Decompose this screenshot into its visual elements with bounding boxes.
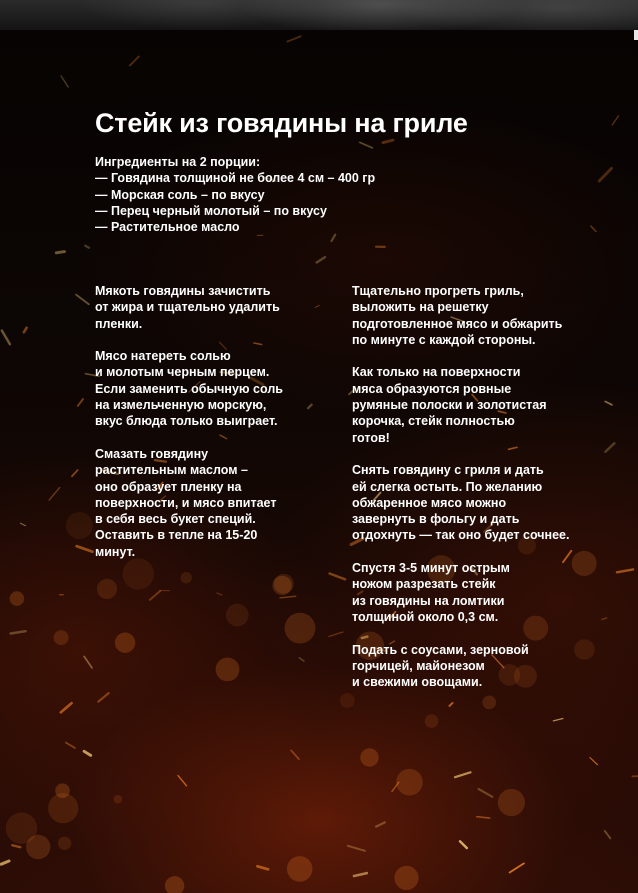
- step-paragraph: [95, 446, 325, 560]
- step-line: и молотым черным перцем.: [95, 365, 270, 380]
- step-line: от жира и тщательно удалить: [95, 300, 280, 315]
- step-line: Подать с соусами, зерновой: [352, 642, 529, 657]
- step-paragraph: [352, 364, 602, 445]
- step-line: поверхности, и мясо впитает: [95, 495, 277, 510]
- ingredient-item: — Перец черный молотый – по вкусу: [95, 203, 327, 218]
- step-line: Смазать говядину: [95, 446, 209, 461]
- step-line: в себя весь букет специй.: [95, 512, 256, 527]
- ingredient-item: — Растительное масло: [95, 220, 240, 235]
- step-line: мяса образуются ровные: [352, 381, 512, 396]
- step-line: толщиной около 0,3 см.: [352, 609, 499, 624]
- step-line: ножом разрезать стейк: [352, 577, 496, 592]
- step-line: Оставить в тепле на 15-20: [95, 528, 258, 543]
- step-line: Спустя 3-5 минут острым: [352, 561, 510, 576]
- ingredients-block: [95, 154, 515, 235]
- step-line: пленки.: [95, 316, 143, 331]
- ingredient-item: — Морская соль – по вкусу: [95, 187, 265, 202]
- ingredient-item: — Говядина толщиной не более 4 см – 400 гр: [95, 171, 376, 186]
- step-line: ей слегка остыть. По желанию: [352, 479, 543, 494]
- step-paragraph: [95, 348, 325, 429]
- step-line: румяные полоски и золотистая: [352, 398, 547, 413]
- ingredients-header: Ингредиенты на 2 порции:: [95, 155, 261, 169]
- step-line: Тщательно прогреть гриль,: [352, 284, 524, 298]
- recipe-title: Стейк из говядины на гриле: [95, 108, 468, 138]
- step-line: отдохнуть — так оно будет сочнее.: [352, 528, 570, 543]
- step-line: подготовленное мясо и обжарить: [352, 316, 563, 331]
- step-line: на измельченную морскую,: [95, 398, 267, 413]
- step-line: и свежими овощами.: [352, 675, 483, 690]
- step-line: растительным маслом –: [95, 463, 248, 478]
- step-line: готов!: [352, 430, 390, 445]
- step-line: Мякоть говядины зачистить: [95, 284, 271, 298]
- step-line: завернуть в фольгу и дать: [352, 512, 520, 527]
- step-line: Мясо натереть солью: [95, 349, 231, 364]
- step-line: горчицей, майонезом: [352, 658, 485, 673]
- step-paragraph: [352, 560, 602, 625]
- step-line: обжаренное мясо можно: [352, 495, 507, 510]
- step-line: Если заменить обычную соль: [95, 381, 283, 396]
- steps-left-column: [95, 283, 325, 576]
- step-line: оно образует пленку на: [95, 479, 242, 494]
- step-paragraph: [352, 642, 602, 691]
- step-line: по минуте с каждой стороны.: [352, 332, 536, 347]
- step-line: Как только на поверхности: [352, 365, 521, 380]
- step-paragraph: [95, 283, 325, 332]
- step-line: из говядины на ломтики: [352, 593, 505, 608]
- step-paragraph: [352, 462, 602, 543]
- step-paragraph: [352, 283, 602, 348]
- step-line: минут.: [95, 544, 136, 559]
- step-line: корочка, стейк полностью: [352, 414, 515, 429]
- step-line: выложить на решетку: [352, 300, 489, 315]
- step-line: Снять говядину с гриля и дать: [352, 463, 544, 478]
- step-line: вкус блюда только выиграет.: [95, 414, 278, 429]
- steps-right-column: [352, 283, 602, 707]
